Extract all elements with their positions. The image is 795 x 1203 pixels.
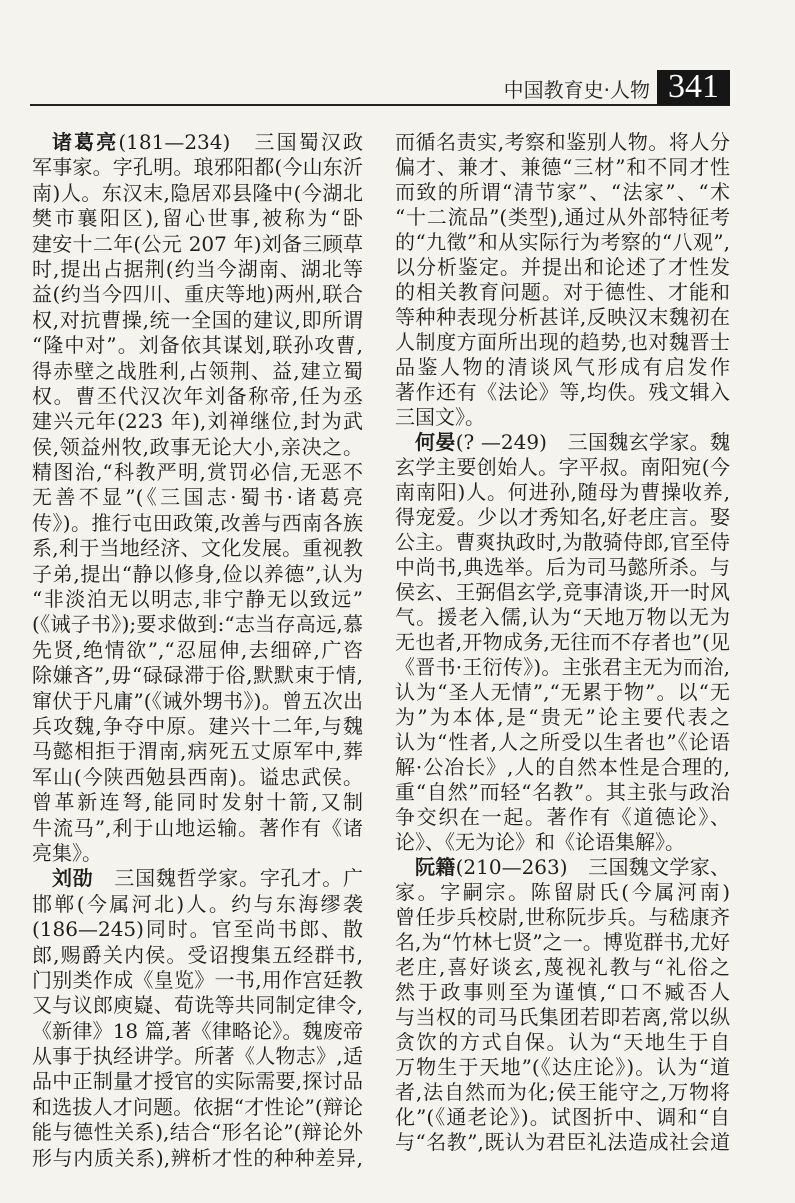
text-line: 系,利于当地经济、文化发展。重视教 bbox=[32, 536, 363, 561]
text-line: 玄学主要创始人。字平叔。南阳宛(今 bbox=[395, 455, 730, 479]
text-line: 南南阳)人。何进孙,随母为曹操收养, bbox=[395, 480, 730, 504]
text-line: “隆中对”。刘备依其谋划,联孙攻曹, bbox=[32, 333, 363, 358]
dictionary-entry bbox=[395, 855, 730, 1155]
text-line: 偏才、兼才、兼德“三材”和不同才性 bbox=[395, 155, 730, 179]
text-line: 权。曹丕代汉次年刘备称帝,任为丞 bbox=[32, 383, 363, 408]
text-line: 传》)。推行屯田政策,改善与西南各族 bbox=[32, 510, 363, 535]
text-line: 的相关教育问题。对于德性、才能和 bbox=[395, 280, 730, 304]
text-line: 益(约当今四川、重庆等地)两州,联合 bbox=[32, 282, 363, 307]
entry-first-line bbox=[32, 866, 363, 891]
text-line: 著作还有《法论》等,均佚。残文辑入 bbox=[395, 380, 730, 404]
text-line: 家。字嗣宗。陈留尉氏(今属河南) bbox=[395, 880, 730, 904]
text-line: 争交织在一起。著作有《道德论》、 bbox=[395, 805, 730, 829]
entry-first-line-text: 三国魏哲学家。字孔才。广 bbox=[114, 866, 363, 891]
text-line: 能与德性关系),结合“形名论”(辩论外 bbox=[32, 1120, 363, 1145]
text-line: 侯玄、王弼倡玄学,竞事清谈,开一时风 bbox=[395, 580, 730, 604]
text-line: 曾任步兵校尉,世称阮步兵。与嵇康齐 bbox=[395, 905, 730, 929]
text-line: 樊市襄阳区),留心世事,被称为“卧 bbox=[32, 206, 363, 231]
text-line: 品中正制量才授官的实际需要,探讨品 bbox=[32, 1069, 363, 1094]
text-line: 无善不显”(《三国志·蜀书·诸葛亮 bbox=[32, 485, 363, 510]
text-line: 建兴元年(223 年),刘禅继位,封为武 bbox=[32, 409, 363, 434]
text-line: 贪饮的方式自保。认为“天地生于自 bbox=[395, 1030, 730, 1054]
text-line: 为”为本体,是“贵无”论主要代表之 bbox=[395, 705, 730, 729]
text-line: 得赤壁之战胜利,占领荆、益,建立蜀 bbox=[32, 358, 363, 383]
text-line: 中尚书,典选举。后为司马懿所杀。与 bbox=[395, 555, 730, 579]
text-line: 马懿相拒于渭南,病死五丈原军中,葬 bbox=[32, 739, 363, 764]
page-number-box bbox=[657, 70, 730, 105]
text-line: 等种种表现分析甚详,反映汉末魏初在 bbox=[395, 305, 730, 329]
text-line: 以分析鉴定。并提出和论述了才性发 bbox=[395, 255, 730, 279]
text-line: 与当权的司马氏集团若即若离,常以纵 bbox=[395, 1005, 730, 1029]
text-line: 公主。曹爽执政时,为散骑侍郎,官至侍 bbox=[395, 530, 730, 554]
entry-first-line-text: (210—263) 三国魏文学家、 bbox=[455, 855, 730, 879]
text-line: 与“名教”,既认为君臣礼法造成社会道 bbox=[395, 1130, 730, 1154]
left-column bbox=[32, 130, 363, 1171]
text-line: 权,对抗曹操,统一全国的建议,即所谓 bbox=[32, 307, 363, 332]
text-line: 除嫌吝”,毋“碌碌滞于俗,默默束于情, bbox=[32, 663, 363, 688]
header-rule bbox=[30, 104, 730, 106]
entry-headword: 刘劭 bbox=[52, 866, 94, 891]
text-line: 建安十二年(公元 207 年)刘备三顾草 bbox=[32, 231, 363, 256]
text-line: 的“九徵”和从实际行为考察的“八观”, bbox=[395, 230, 730, 254]
page-number: 341 bbox=[668, 68, 719, 105]
text-line: 解·公冶长》,人的自然本性是合理的, bbox=[395, 755, 730, 779]
text-line: 侯,领益州牧,政事无论大小,亲决之。 bbox=[32, 434, 363, 459]
entry-first-line-text: (181—234) 三国蜀汉政 bbox=[118, 130, 363, 154]
text-line: 《新律》18 篇,著《律略论》。魏废帝 bbox=[32, 1018, 363, 1043]
text-line: 者,法自然而为化;侯王能守之,万物将 bbox=[395, 1080, 730, 1104]
text-line: (《诫子书》);要求做到:“志当存高远,慕 bbox=[32, 612, 363, 637]
text-line: 无也者,开物成务,无往而不存者也”(见 bbox=[395, 630, 730, 654]
text-line: 先贤,绝情欲”,“忍屈伸,去细碎,广咨 bbox=[32, 637, 363, 662]
text-line: 牛流马”,利于山地运输。著作有《诸 bbox=[32, 815, 363, 840]
text-line: 而循名责实,考察和鉴别人物。将人分 bbox=[395, 130, 730, 154]
text-line: 形与内质关系),辨析才性的种种差异, bbox=[32, 1145, 363, 1170]
text-line: 又与议郎庾嶷、荀诜等共同制定律令, bbox=[32, 993, 363, 1018]
text-line: 而致的所谓“清节家”、“法家”、“术 bbox=[395, 180, 730, 204]
text-line: 人制度方面所出现的趋势,也对魏晋士 bbox=[395, 330, 730, 354]
text-line: 南)人。东汉末,隐居邓县隆中(今湖北 bbox=[32, 180, 363, 205]
text-line: 和选拔人才问题。依据“才性论”(辩论 bbox=[32, 1094, 363, 1119]
text-line: 时,提出占据荆(约当今湖南、湖北等 bbox=[32, 256, 363, 281]
dictionary-entry bbox=[32, 130, 363, 866]
text-line: 从事于执经讲学。所著《人物志》,适 bbox=[32, 1044, 363, 1069]
text-line: 亮集》。 bbox=[32, 840, 102, 865]
entry-headword: 何晏 bbox=[415, 430, 456, 454]
text-line: 认为“性者,人之所受以生者也”《论语 bbox=[395, 730, 730, 754]
text-line: 窜伏于凡庸”(《诫外甥书》)。曾五次出 bbox=[32, 688, 363, 713]
entry-first-line-text: (? —249) 三国魏玄学家。魏 bbox=[455, 430, 730, 454]
dictionary-entry bbox=[32, 866, 363, 1171]
text-line: 名,为“竹林七贤”之一。博览群书,尤好 bbox=[395, 930, 730, 954]
entry-first-line bbox=[395, 430, 730, 455]
text-line: 重“自然”而轻“名教”。其主张与政治 bbox=[395, 780, 730, 804]
text-line: 曾革新连弩,能同时发射十箭,又制 bbox=[32, 790, 363, 815]
dictionary-entry bbox=[395, 430, 730, 855]
text-line: 然于政事则至为谨慎,“口不臧否人 bbox=[395, 980, 730, 1004]
entry-first-line bbox=[395, 855, 730, 880]
text-line: 化”(《通老论》)。试图折中、调和“自 bbox=[395, 1105, 730, 1129]
text-line: 门别类作成《皇览》一书,用作宫廷教 bbox=[32, 967, 363, 992]
entry-headword: 阮籍 bbox=[415, 855, 456, 879]
text-line: 老庄,喜好谈玄,蔑视礼教与“礼俗之 bbox=[395, 955, 730, 979]
entry-headword: 诸葛亮 bbox=[52, 130, 119, 154]
dictionary-entry-continuation bbox=[395, 130, 730, 430]
text-line: 认为“圣人无情”,“无累于物”。以“无 bbox=[395, 680, 730, 704]
text-line: (186—245)同时。官至尚书郎、散 bbox=[32, 917, 363, 942]
text-line: 精图治,“科教严明,赏罚必信,无恶不 bbox=[32, 460, 363, 485]
text-line: 郎,赐爵关内侯。受诏搜集五经群书, bbox=[32, 942, 363, 967]
running-header-title: 中国教育史·人物 bbox=[503, 78, 650, 102]
text-line: 万物生于天地”(《达庄论》)。认为“道 bbox=[395, 1055, 730, 1079]
text-line: “非淡泊无以明志,非宁静无以致远” bbox=[32, 587, 363, 612]
entry-first-line bbox=[32, 130, 363, 155]
text-line: 《晋书·王衍传》)。主张君主无为而治, bbox=[395, 655, 730, 679]
text-line: 品鉴人物的清谈风气形成有启发作 bbox=[395, 355, 730, 379]
text-line: 邯郸(今属河北)人。约与东海缪袭 bbox=[32, 891, 363, 916]
text-line: 三国文》。 bbox=[395, 405, 485, 429]
text-line: 军事家。字孔明。琅邪阳都(今山东沂 bbox=[32, 155, 363, 180]
right-column bbox=[395, 130, 730, 1155]
text-line: 兵攻魏,争夺中原。建兴十二年,与魏 bbox=[32, 713, 363, 738]
text-line: 得宠爱。少以才秀知名,好老庄言。娶 bbox=[395, 505, 730, 529]
text-line: “十二流品”(类型),通过从外部特征考 bbox=[395, 205, 730, 229]
text-line: 气。援老入儒,认为“天地万物以无为 bbox=[395, 605, 730, 629]
text-line: 论》、《无为论》和《论语集解》。 bbox=[395, 830, 685, 854]
text-line: 子弟,提出“静以修身,俭以养德”,认为 bbox=[32, 561, 363, 586]
text-line: 军山(今陕西勉县西南)。谥忠武侯。 bbox=[32, 764, 363, 789]
